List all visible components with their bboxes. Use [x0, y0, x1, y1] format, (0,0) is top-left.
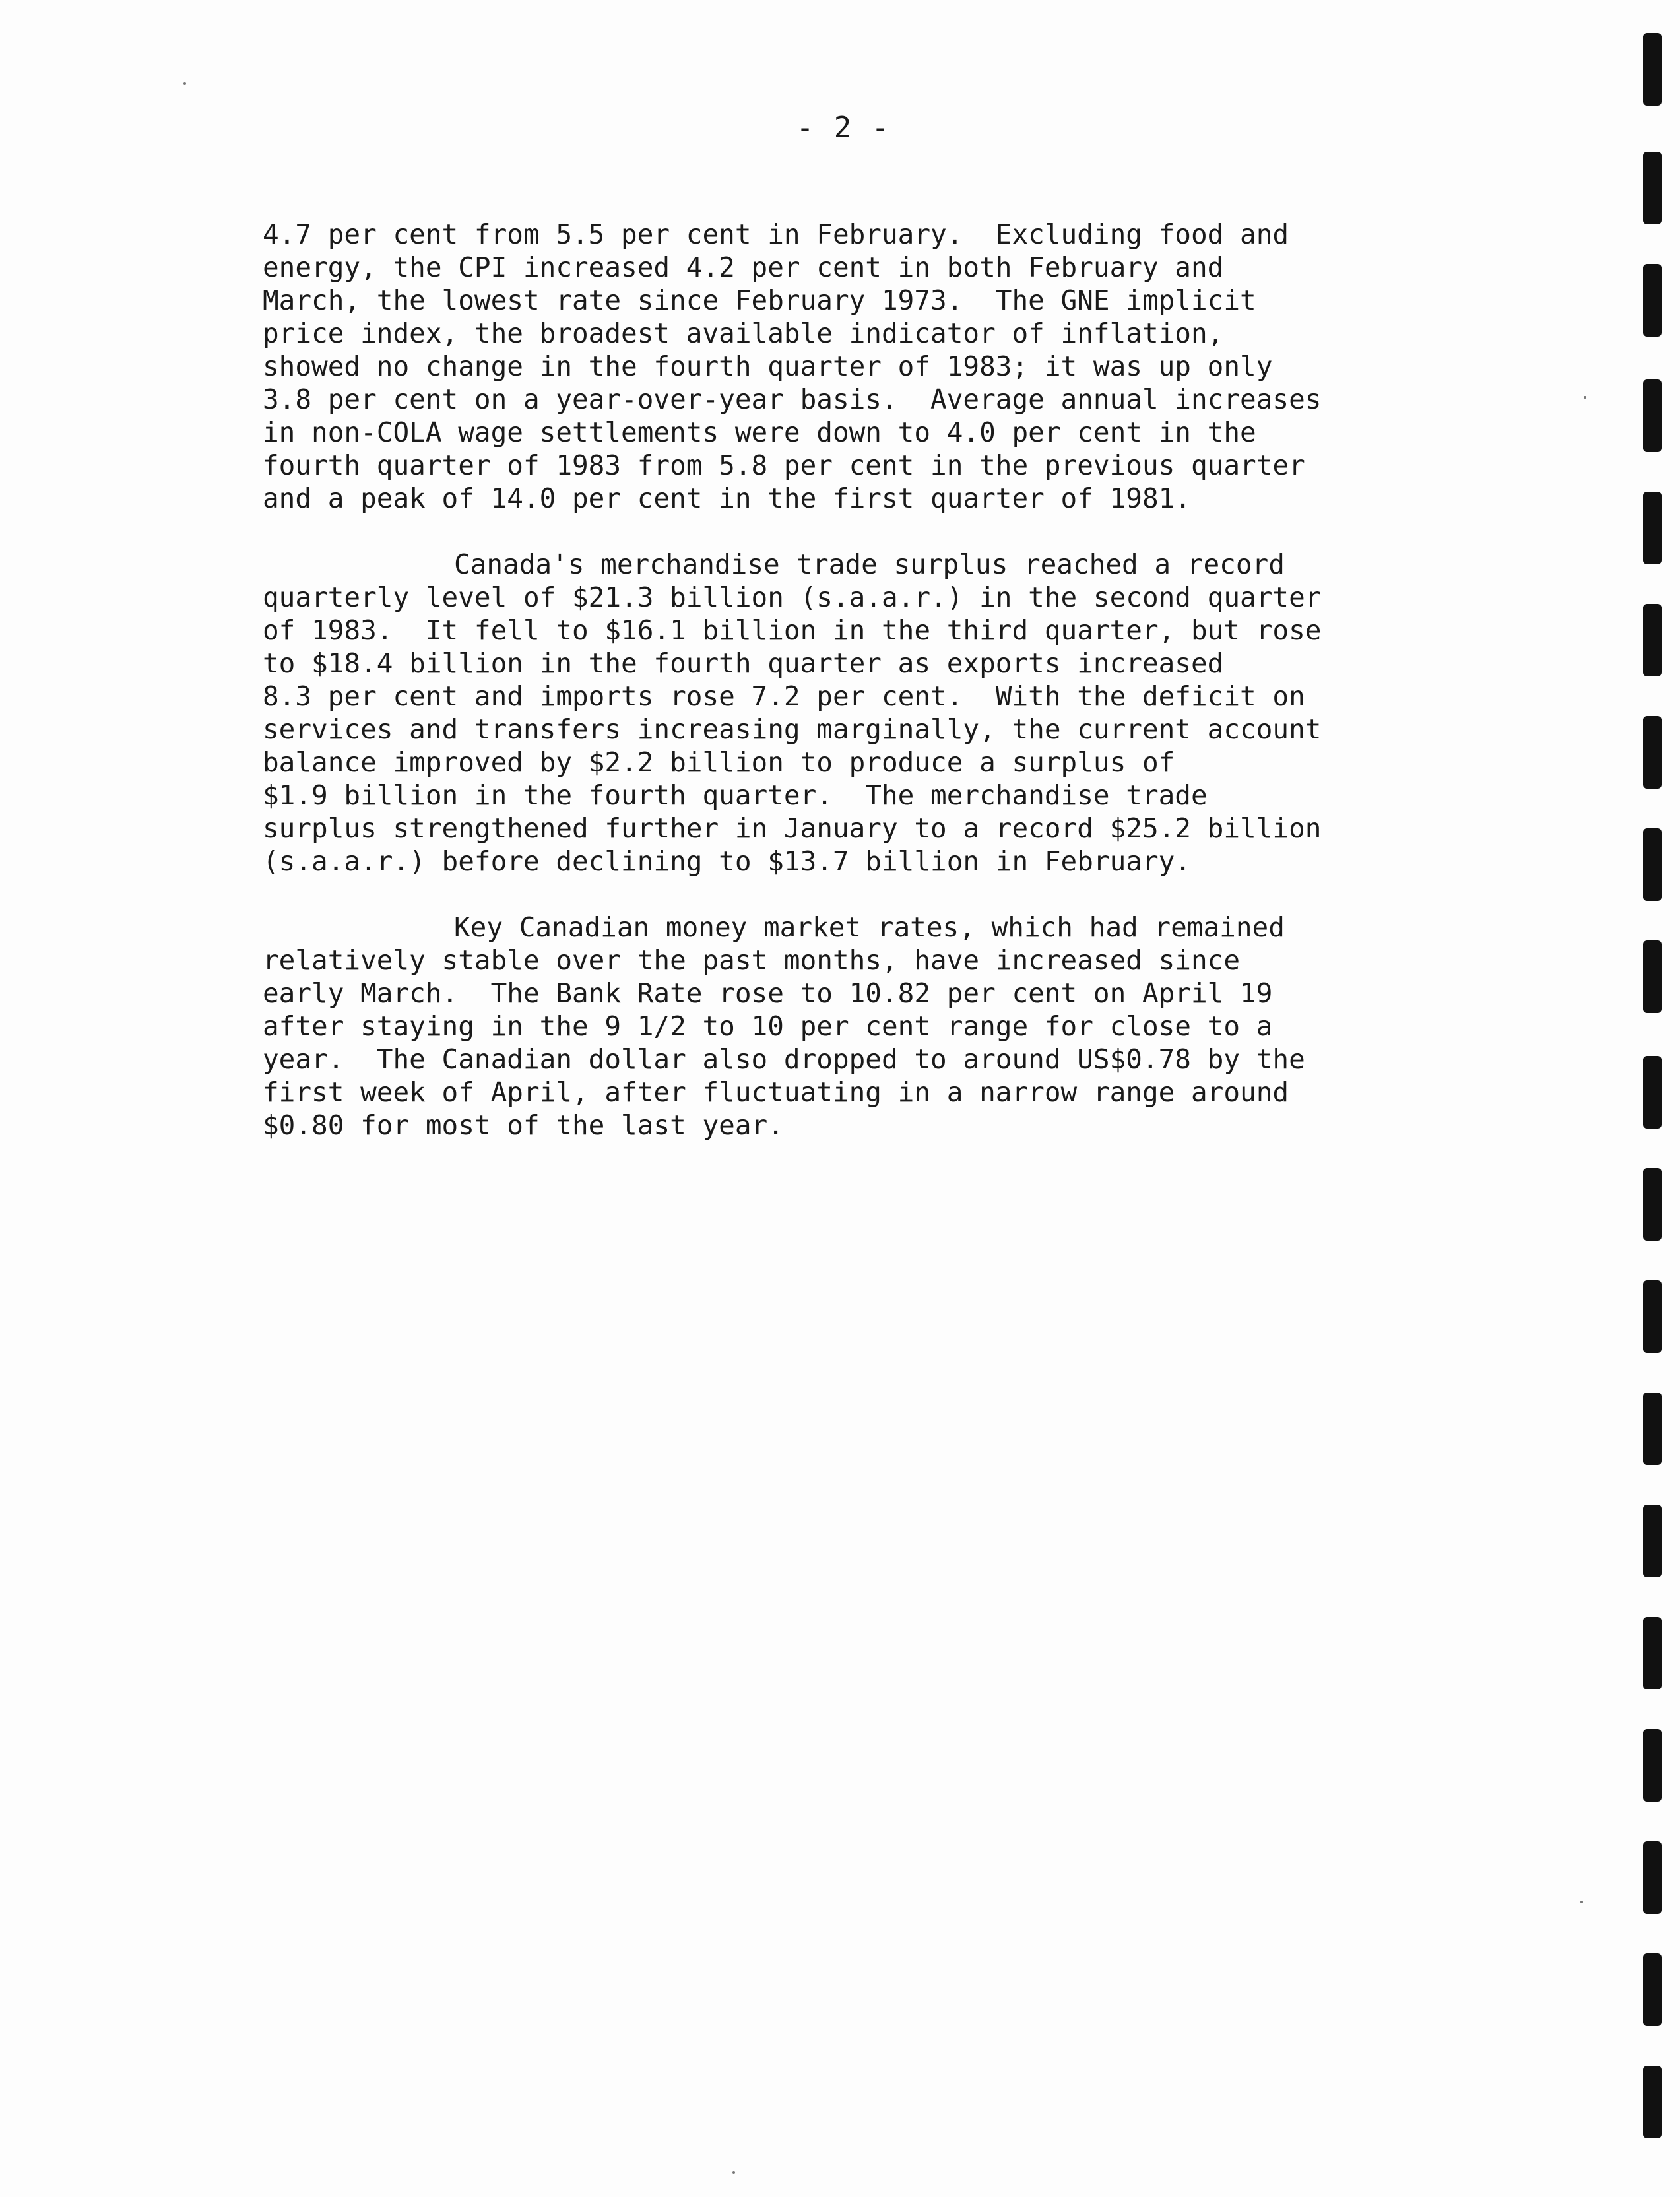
text-line: March, the lowest rate since February 1973. The GNE implicit: [263, 284, 1256, 316]
binder-mark: [1643, 716, 1662, 789]
scan-speck: [183, 82, 186, 85]
text-line: 8.3 per cent and imports rose 7.2 per cent. With the deficit on: [263, 680, 1305, 712]
binder-mark: [1643, 492, 1662, 564]
text-line: balance improved by $2.2 billion to produce a surplus of: [263, 746, 1175, 778]
text-line: in non-COLA wage settlements were down to 4.0 per cent in the: [263, 416, 1256, 448]
text-line: to $18.4 billion in the fourth quarter as exports increased: [263, 647, 1224, 679]
binder-mark: [1643, 940, 1662, 1013]
page-number: - 2 -: [796, 111, 891, 145]
text-line: services and transfers increasing marginally, the current account: [263, 713, 1322, 745]
binder-mark: [1643, 2066, 1662, 2138]
text-line: early March. The Bank Rate rose to 10.82 per cent on April 19: [263, 977, 1273, 1009]
text-line: after staying in the 9 1/2 to 10 per cent range for close to a: [263, 1010, 1273, 1042]
text-line: fourth quarter of 1983 from 5.8 per cent in the previous quarter: [263, 449, 1305, 481]
binder-mark: [1643, 1056, 1662, 1129]
text-line: 4.7 per cent from 5.5 per cent in February. Excluding food and: [263, 218, 1289, 250]
text-line: first week of April, after fluctuating in a narrow range around: [263, 1076, 1289, 1108]
text-line: surplus strengthened further in January to a record $25.2 billion: [263, 812, 1322, 844]
binder-mark: [1643, 604, 1662, 676]
binder-mark: [1643, 1505, 1662, 1577]
binder-mark: [1643, 1841, 1662, 1914]
binder-mark: [1643, 1280, 1662, 1353]
paragraph-trade-surplus: [263, 548, 1543, 878]
binder-mark: [1643, 1729, 1662, 1802]
binder-mark: [1643, 1168, 1662, 1241]
binder-mark: [1643, 264, 1662, 337]
paragraph-inflation: [263, 218, 1543, 515]
text-line: price index, the broadest available indicator of inflation,: [263, 317, 1224, 349]
text-line: $0.80 for most of the last year.: [263, 1109, 784, 1141]
document-body: [263, 218, 1543, 1175]
binder-mark: [1643, 1953, 1662, 2026]
scan-speck: [1580, 1901, 1583, 1903]
text-line: Key Canadian money market rates, which had remained: [454, 911, 1285, 943]
text-line: $1.9 billion in the fourth quarter. The merchandise trade: [263, 779, 1208, 811]
paragraph-money-market: [263, 911, 1543, 1142]
binder-mark: [1643, 152, 1662, 224]
text-line: (s.a.a.r.) before declining to $13.7 billion in February.: [263, 845, 1191, 877]
scan-speck: [1584, 396, 1586, 399]
text-line: year. The Canadian dollar also dropped to around US$0.78 by the: [263, 1043, 1305, 1075]
text-line: of 1983. It fell to $16.1 billion in the third quarter, but rose: [263, 614, 1322, 646]
text-line: and a peak of 14.0 per cent in the first quarter of 1981.: [263, 482, 1191, 514]
text-line: 3.8 per cent on a year-over-year basis. Average annual increases: [263, 383, 1322, 415]
binder-mark: [1643, 1617, 1662, 1689]
binder-mark: [1643, 1393, 1662, 1465]
binder-mark: [1643, 379, 1662, 452]
scan-speck: [732, 2171, 735, 2174]
text-line: Canada's merchandise trade surplus reached a record: [454, 548, 1285, 580]
binder-mark: [1643, 828, 1662, 901]
text-line: relatively stable over the past months, have increased since: [263, 944, 1241, 976]
binder-hole-marks: [1643, 0, 1665, 2197]
text-line: quarterly level of $21.3 billion (s.a.a.r.) in the second quarter: [263, 581, 1322, 613]
text-line: showed no change in the fourth quarter of 1983; it was up only: [263, 350, 1273, 382]
text-line: energy, the CPI increased 4.2 per cent in both February and: [263, 251, 1224, 283]
binder-mark: [1643, 33, 1662, 106]
